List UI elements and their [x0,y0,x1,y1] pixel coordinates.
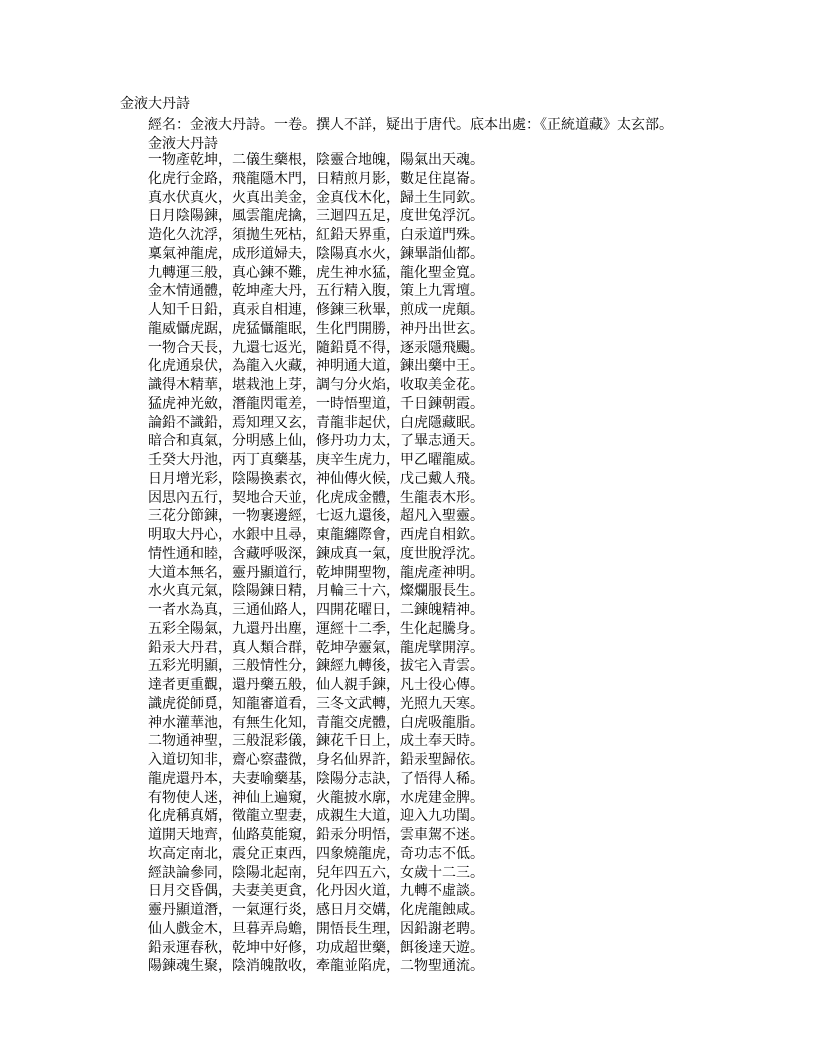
verse-line: 論鉛不識鉛，焉知理又玄，青龍非起伏，白虎隱藏眠。 [148,414,484,431]
verse-line: 造化久沈浮，須拋生死枯，紅鉛天界重，白汞道門殊。 [148,227,484,243]
verse-line: 靈丹顯道潛，一氣運行炎，感日月交媾，化虎龍蝕咸。 [148,902,484,918]
verse-line: 坎高定南北，震兌正東西，四象燒龍虎，奇功志不低。 [148,845,484,862]
verse-line: 鉛汞運春秋，乾坤中好修，功成超世藥，餌後達天遊。 [148,939,484,956]
verse-line: 陽鍊魂生聚，陰消魄散收，牽龍並陷虎，二物聖通流。 [148,958,484,975]
verse-line: 有物使人迷，神仙上遍窺，火龍披水廓，水虎建金脾。 [148,789,484,806]
verse-line: 一者水為真，三通仙路人，四開花曜日，二鍊魄精神。 [148,602,484,618]
verse-line: 一物合天長，九還七返光，隨鉛覓不得，逐汞隱飛颺。 [148,339,484,356]
verse-line: 真水伏真火，火真出美金，金真伐木化，歸土生同欽。 [148,189,484,206]
verse-line: 五彩全陽氣，九還丹出塵，運經十二季，生化起騰身。 [148,620,484,637]
verse-line: 暗合和真氣，分明感上仙，修丹功力太，了畢志通天。 [148,433,484,450]
verse-line: 明取大丹心，水銀中且尋，東龍纏際會，西虎自相欽。 [148,527,484,543]
verse-line: 水火真元氣，陰陽鍊日精，月輪三十六，燦爛服長生。 [148,583,484,600]
verse-line: 稟氣神龍虎，成形道婦夫，陰陽真水火，鍊畢詣仙都。 [148,245,484,262]
verse-line: 情性通和睦，含藏呼吸深，鍊成真一氣，度世脫浮沈。 [148,545,484,562]
verse-line: 三花分節鍊，一物裹邊經，七返九還後，超凡入聖靈。 [148,508,484,525]
verse-line: 神水灌華池，有無生化知，青龍交虎體，白虎吸龍脂。 [148,714,484,731]
verse-line: 二物通神聖，三般混彩儀，鍊花千日上，成土奉天時。 [148,733,484,750]
verse-line: 猛虎神光斂，潛龍閃電差，一時悟聖道，千日鍊朝霞。 [148,395,484,412]
verse-line: 化虎行金路，飛龍隱木門，日精煎月影，數足住崑崙。 [148,170,484,187]
verse-line: 一物產乾坤，二儀生藥根，陰靈合地魄，陽氣出天魂。 [148,152,484,168]
verse-line: 仙人戲金木，旦暮弄烏蟾，開悟長生理，因鉛謝老聘。 [148,920,484,937]
verse-line: 日月陰陽鍊，風雲龍虎擒，三迴四五足，度世兔浮沉。 [148,208,484,225]
verse-line: 化虎通泉伏，為龍入火藏，神明通大道，鍊出藥中王。 [148,358,484,375]
poem-title: 金液大丹詩 [148,136,218,152]
poem-verses [148,151,484,976]
verse-line: 識得木精華，堪栽池上芽，調勻分火焰，收取美金花。 [148,377,484,393]
verse-line: 鉛汞大丹君，真人類合群，乾坤孕靈氣，龍虎擘開淳。 [148,639,484,656]
scripture-metadata: 經名：金液大丹詩。一卷。撰人不詳，疑出于唐代。底本出處：《正統道藏》太玄部。 [148,117,673,133]
verse-line: 金木情通體，乾坤產大丹，五行精入腹，策上九霄壇。 [148,283,484,300]
verse-line: 九轉運三般，真心鍊不難，虎生神水猛，龍化聖金寬。 [148,264,484,281]
verse-line: 化虎稱真婿，徵龍立聖妻，成親生大道，迎入九功閨。 [148,808,484,825]
verse-line: 人知千日鉛，真汞自相連，修鍊三秋畢，煎成一虎顛。 [148,302,484,318]
verse-line: 因思內五行，契地合天並，化虎成金體，生龍表木形。 [148,489,484,506]
verse-line: 日月交昏偶，夫妻美更貪，化丹因火道，九轉不虛談。 [148,883,484,900]
verse-line: 五彩光明顯，三般情性分，鍊經九轉後，拔宅入青雲。 [148,658,484,675]
verse-line: 入道切知非，齋心察盡微，身名仙界許，鉛汞聖歸依。 [148,752,484,768]
verse-line: 識虎從師覓，知龍審道看，三冬文武轉，光照九天寒。 [148,695,484,712]
verse-line: 大道本無名，靈丹顯道行，乾坤開聖物，龍虎產神明。 [148,564,484,581]
verse-line: 龍虎還丹本，夫妻喻藥基，陰陽分志訣，了悟得人稀。 [148,770,484,787]
verse-line: 經訣論參同，陰陽北起南，兒年四五六，女歲十二三。 [148,864,484,881]
verse-line: 達者更重觀，還丹藥五般，仙人親手鍊，凡士役心傳。 [148,677,484,693]
verse-line: 日月增光彩，陰陽換素衣，神仙傳火候，戊己戴人飛。 [148,470,484,487]
verse-line: 壬癸大丹池，丙丁真藥基，庚辛生虎力，甲乙曜龍威。 [148,452,484,468]
verse-line: 道開天地齊，仙路莫能窺，鉛汞分明悟，雲車駕不迷。 [148,827,484,843]
verse-line: 龍威懾虎踞，虎猛懾龍眠，生化門開勝，神丹出世玄。 [148,320,484,337]
document-title: 金液大丹詩 [120,96,190,112]
